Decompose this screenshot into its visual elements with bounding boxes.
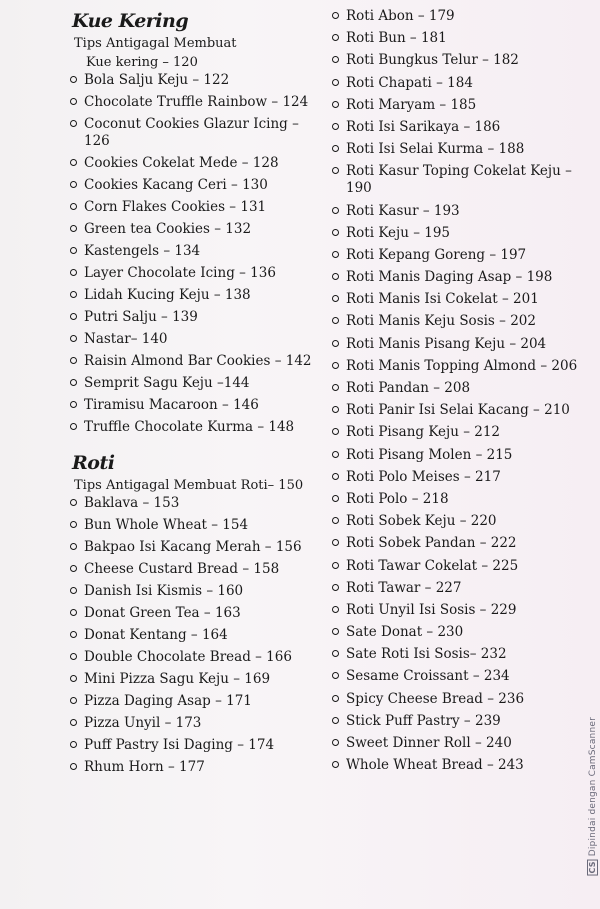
item-text: Danish Isi Kismis – 160 — [84, 583, 244, 599]
list-item — [324, 119, 586, 136]
bullet-icon — [332, 101, 339, 108]
item-text: Roti Abon – 179 — [346, 8, 455, 24]
list-item — [324, 668, 586, 685]
bullet-icon — [332, 428, 339, 435]
bullet-icon — [70, 401, 77, 408]
item-text: Roti Isi Sarikaya – 186 — [346, 118, 501, 135]
item-text: Stick Puff Pastry – 239 — [346, 712, 501, 729]
item-text: Roti Isi Selai Kurma – 188 — [346, 141, 525, 158]
bullet-icon — [70, 499, 77, 506]
list-item — [324, 735, 586, 752]
bullet-icon — [332, 207, 339, 214]
list-item — [62, 495, 322, 512]
item-text: Coconut Cookies Glazur Icing – 126 — [84, 116, 299, 149]
list-item — [324, 624, 586, 641]
bullet-icon — [70, 763, 77, 770]
list-item — [62, 265, 322, 282]
bullet-icon — [70, 203, 77, 210]
bullet-icon — [332, 539, 339, 546]
list-item — [62, 715, 322, 732]
list-item — [62, 155, 322, 172]
list-item — [324, 402, 586, 419]
item-text: Roti Manis Isi Cokelat – 201 — [346, 291, 539, 308]
item-text: Roti Polo Meises – 217 — [346, 468, 501, 485]
list-item — [62, 517, 322, 534]
item-text: Putri Salju – 139 — [84, 309, 198, 325]
bullet-icon — [70, 719, 77, 726]
item-text: Roti Kasur Toping Cokelat Keju – 190 — [346, 163, 572, 197]
item-text: Double Chocolate Bread – 166 — [84, 649, 292, 665]
bullet-icon — [70, 98, 77, 105]
item-text: Cookies Kacang Ceri – 130 — [84, 177, 268, 193]
item-text: Roti Manis Topping Almond – 206 — [346, 357, 578, 374]
list-item — [324, 30, 586, 47]
bullet-icon — [332, 473, 339, 480]
bullet-icon — [70, 159, 77, 166]
list-item — [324, 358, 586, 375]
item-text: Mini Pizza Sagu Keju – 169 — [84, 671, 271, 687]
list-item — [324, 646, 586, 663]
list-item — [324, 580, 586, 597]
bullet-icon — [70, 379, 77, 386]
item-text: Green tea Cookies – 132 — [84, 221, 252, 237]
list-item — [62, 693, 322, 710]
bullet-icon — [70, 76, 77, 83]
bullet-icon — [70, 565, 77, 572]
bullet-icon — [70, 335, 77, 342]
list-item — [324, 424, 586, 441]
scanner-text: Dipindai dengan CamScanner — [588, 717, 598, 857]
bullet-icon — [332, 340, 339, 347]
bullet-icon — [332, 739, 339, 746]
bullet-icon — [332, 34, 339, 41]
bullet-icon — [332, 295, 339, 302]
scanner-watermark — [587, 717, 598, 879]
list-item — [324, 225, 586, 242]
tips-kue-kering-line1: Tips Antigagal Membuat — [74, 36, 237, 51]
list-item — [62, 627, 322, 644]
item-text: Nastar– 140 — [84, 331, 168, 347]
item-text: Roti Chapati – 184 — [346, 74, 473, 91]
item-text: Roti Pandan – 208 — [346, 380, 471, 396]
item-text: Pizza Daging Asap – 171 — [84, 693, 252, 709]
bullet-icon — [332, 717, 339, 724]
item-text: Roti Kasur – 193 — [346, 202, 460, 219]
bullet-icon — [332, 606, 339, 613]
item-text: Roti Kepang Goreng – 197 — [346, 246, 527, 263]
bullet-icon — [332, 672, 339, 679]
bullet-icon — [332, 167, 339, 174]
item-text: Layer Chocolate Icing – 136 — [84, 265, 276, 281]
bullet-icon — [332, 628, 339, 635]
bullet-icon — [332, 562, 339, 569]
item-text: Sate Roti Isi Sosis– 232 — [346, 646, 507, 663]
item-text: Roti Unyil Isi Sosis – 229 — [346, 601, 517, 618]
list-item — [62, 116, 322, 150]
item-text: Puff Pastry Isi Daging – 174 — [84, 737, 275, 753]
list-item — [324, 141, 586, 158]
list-item — [324, 513, 586, 530]
item-text: Whole Wheat Bread – 243 — [346, 757, 524, 774]
bullet-icon — [70, 423, 77, 430]
bullet-icon — [332, 56, 339, 63]
list-item — [324, 269, 586, 286]
list-item — [62, 177, 322, 194]
bullet-icon — [332, 362, 339, 369]
bullet-icon — [70, 247, 77, 254]
item-text: Roti Maryam – 185 — [346, 96, 477, 113]
bullet-icon — [332, 123, 339, 130]
roti-list-right — [324, 8, 586, 774]
item-text: Roti Bun – 181 — [346, 30, 447, 47]
item-text: Cookies Cokelat Mede – 128 — [84, 155, 279, 171]
right-column — [324, 8, 586, 779]
list-item — [324, 313, 586, 330]
bullet-icon — [332, 451, 339, 458]
item-text: Kastengels – 134 — [84, 243, 201, 259]
item-text: Roti Keju – 195 — [346, 224, 451, 241]
list-item — [62, 221, 322, 238]
item-text: Cheese Custard Bread – 158 — [84, 561, 280, 577]
list-item — [62, 397, 322, 414]
list-item — [324, 163, 586, 197]
bullet-icon — [70, 609, 77, 616]
bullet-icon — [332, 650, 339, 657]
list-item — [324, 491, 586, 508]
list-item — [324, 52, 586, 69]
bullet-icon — [70, 291, 77, 298]
bullet-icon — [332, 12, 339, 19]
item-text: Sweet Dinner Roll – 240 — [346, 735, 512, 751]
bullet-icon — [70, 120, 77, 127]
item-text: Donat Green Tea – 163 — [84, 605, 241, 621]
bullet-icon — [70, 587, 77, 594]
item-text: Roti Manis Pisang Keju – 204 — [346, 335, 547, 352]
bullet-icon — [332, 79, 339, 86]
list-item — [324, 602, 586, 619]
item-text: Roti Manis Daging Asap – 198 — [346, 269, 553, 286]
bullet-icon — [332, 517, 339, 524]
item-text: Pizza Unyil – 173 — [84, 715, 202, 731]
item-text: Sate Donat – 230 — [346, 624, 464, 641]
bullet-icon — [70, 675, 77, 682]
item-text: Roti Bungkus Telur – 182 — [346, 52, 519, 69]
item-text: Roti Sobek Keju – 220 — [346, 513, 497, 530]
item-text: Truffle Chocolate Kurma – 148 — [84, 419, 295, 435]
tips-roti: Tips Antigagal Membuat Roti– 150 — [74, 478, 304, 493]
item-text: Roti Pisang Keju – 212 — [346, 424, 501, 441]
list-item — [324, 203, 586, 220]
item-text: Raisin Almond Bar Cookies – 142 — [84, 353, 312, 369]
roti-list-left — [62, 495, 322, 776]
bullet-icon — [332, 495, 339, 502]
list-item — [62, 649, 322, 666]
bullet-icon — [70, 357, 77, 364]
left-column — [62, 8, 322, 781]
list-item — [324, 247, 586, 264]
bullet-icon — [70, 181, 77, 188]
bullet-icon — [332, 406, 339, 413]
item-text: Rhum Horn – 177 — [84, 759, 205, 775]
list-item — [324, 75, 586, 92]
bullet-icon — [332, 229, 339, 236]
item-text: Lidah Kucing Keju – 138 — [84, 287, 251, 303]
item-text: Spicy Cheese Bread – 236 — [346, 690, 525, 707]
bullet-icon — [70, 313, 77, 320]
list-item — [324, 757, 586, 774]
tips-kue-kering — [74, 34, 322, 72]
tips-kue-kering-line2: Kue kering – 120 — [86, 55, 198, 70]
item-text: Sesame Croissant – 234 — [346, 668, 510, 685]
section-title-roti: Roti — [72, 452, 115, 474]
item-text: Roti Tawar – 227 — [346, 579, 462, 596]
roti-section — [62, 452, 322, 776]
bullet-icon — [70, 741, 77, 748]
list-item — [62, 539, 322, 556]
bullet-icon — [70, 697, 77, 704]
bullet-icon — [70, 269, 77, 276]
item-text: Bakpao Isi Kacang Merah – 156 — [84, 539, 302, 555]
camscanner-logo: CS — [588, 861, 597, 874]
item-text: Roti Manis Keju Sosis – 202 — [346, 313, 536, 330]
list-item — [324, 691, 586, 708]
list-item — [324, 713, 586, 730]
list-item — [324, 336, 586, 353]
item-text: Tiramisu Macaroon – 146 — [84, 397, 259, 413]
item-text: Donat Kentang – 164 — [84, 627, 228, 643]
list-item — [62, 375, 322, 392]
list-item — [62, 561, 322, 578]
list-item — [62, 605, 322, 622]
list-item — [62, 72, 322, 89]
list-item — [62, 759, 322, 776]
item-text: Baklava – 153 — [84, 495, 180, 511]
list-item — [62, 309, 322, 326]
list-item — [324, 380, 586, 397]
bullet-icon — [70, 631, 77, 638]
list-item — [62, 199, 322, 216]
list-item — [324, 469, 586, 486]
bullet-icon — [332, 317, 339, 324]
item-text: Roti Tawar Cokelat – 225 — [346, 557, 519, 574]
list-item — [62, 94, 322, 111]
bullet-icon — [70, 521, 77, 528]
bullet-icon — [70, 543, 77, 550]
bullet-icon — [332, 273, 339, 280]
list-item — [62, 737, 322, 754]
section-title-kue-kering: Kue Kering — [72, 10, 189, 32]
list-item — [62, 583, 322, 600]
item-text: Roti Pisang Molen – 215 — [346, 446, 513, 463]
bullet-icon — [70, 225, 77, 232]
item-text: Chocolate Truffle Rainbow – 124 — [84, 94, 309, 110]
item-text: Roti Panir Isi Selai Kacang – 210 — [346, 402, 570, 419]
item-text: Roti Polo – 218 — [346, 490, 449, 507]
list-item — [62, 331, 322, 348]
item-text: Corn Flakes Cookies – 131 — [84, 199, 267, 215]
bullet-icon — [332, 145, 339, 152]
bullet-icon — [332, 251, 339, 258]
list-item — [324, 447, 586, 464]
list-item — [324, 291, 586, 308]
list-item — [62, 419, 322, 436]
bullet-icon — [70, 653, 77, 660]
list-item — [324, 8, 586, 25]
list-item — [324, 558, 586, 575]
item-text: Roti Sobek Pandan – 222 — [346, 535, 517, 552]
item-text: Bun Whole Wheat – 154 — [84, 517, 249, 533]
list-item — [324, 97, 586, 114]
bullet-icon — [332, 384, 339, 391]
list-item — [324, 535, 586, 552]
bullet-icon — [332, 584, 339, 591]
list-item — [62, 243, 322, 260]
list-item — [62, 287, 322, 304]
item-text: Bola Salju Keju – 122 — [84, 72, 230, 88]
bullet-icon — [332, 761, 339, 768]
item-text: Semprit Sagu Keju –144 — [84, 375, 250, 391]
bullet-icon — [332, 695, 339, 702]
kue-kering-list — [62, 72, 322, 436]
list-item — [62, 353, 322, 370]
list-item — [62, 671, 322, 688]
